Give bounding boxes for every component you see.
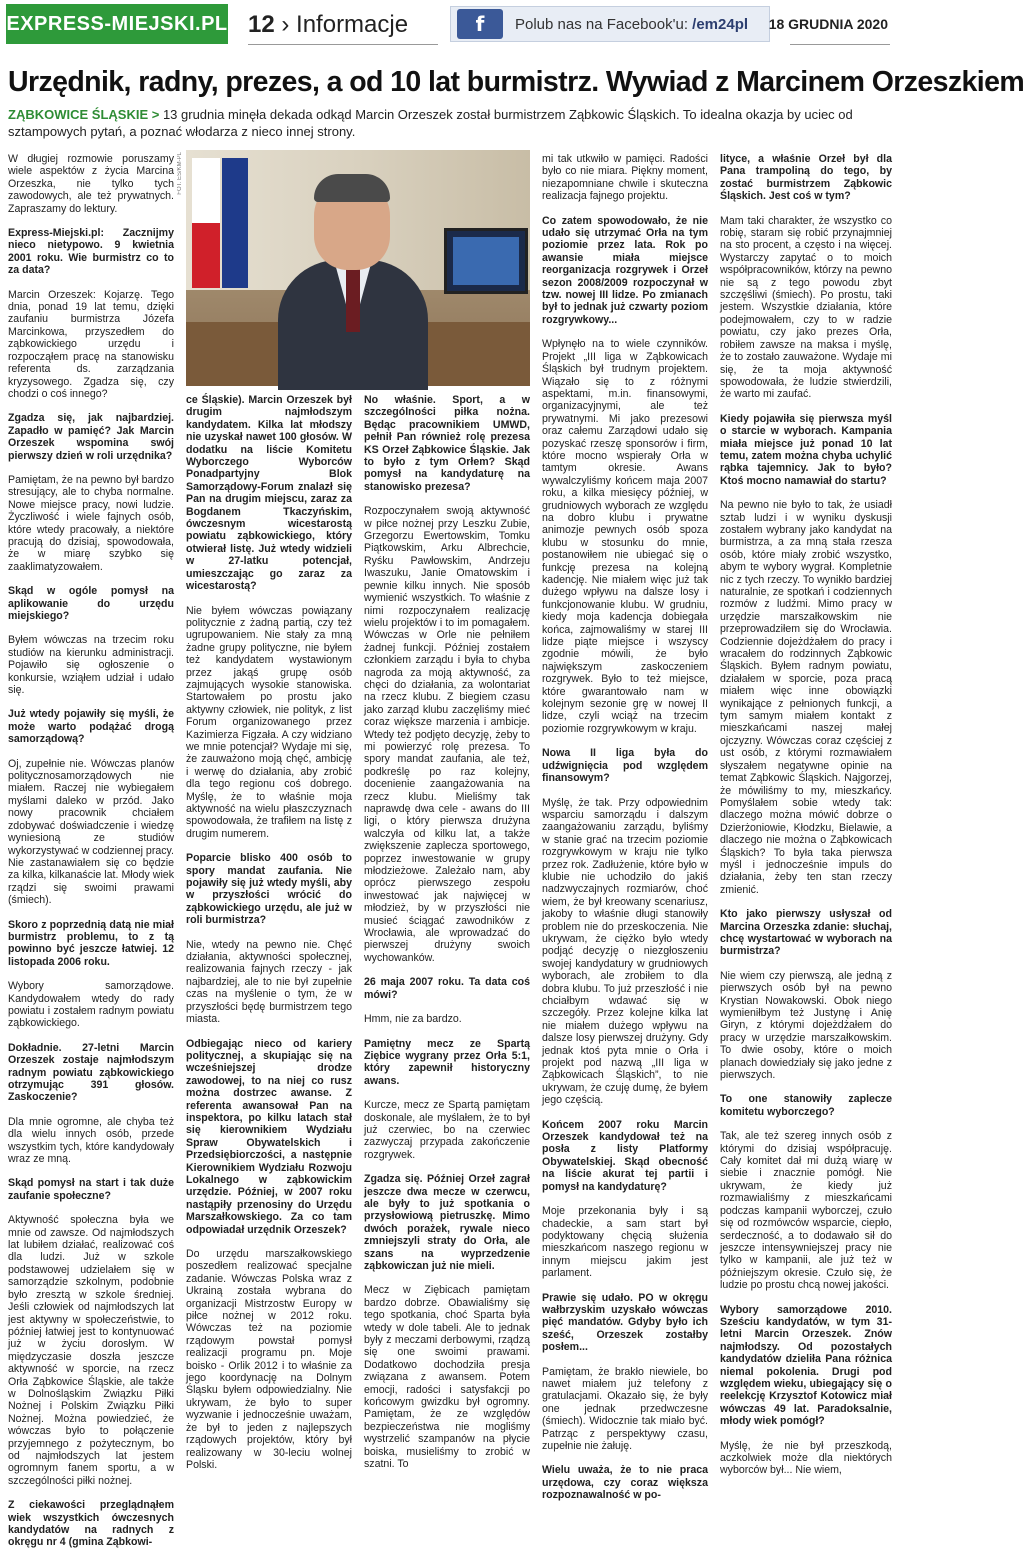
article-headline: Urzędnik, radny, prezes, a od 10 lat burmistrz. Wywiad z Marcinem Orzeszkiem: [8, 66, 1024, 98]
article-column-5: [720, 153, 892, 1489]
interview-paragraph: Mecz w Ziębicach pamiętam bardzo dobrze. Obawialiśmy się tego spotkania, choć Sparta była wtedy w dole tabeli. Ale to jednak były z meczami derbowymi, rządzą się one swoimi prawami. Dodatkowo dochodziła presja związana z awansem. Potem emocji, radości i satysfakcji po końcowym gwizdku był ogromny. Pamiętam, że ze względów bezpieczeństwa nie mogliśmy wystrzelić szampanów na płycie boiska, musieliśmy to zrobić w szatni. To: [364, 1284, 530, 1471]
interview-question: Skoro z poprzednią datą nie miał burmistrz problemu, to z tą powinno być jeszcze łatwiej. 12 listopada 2006 roku.: [8, 918, 174, 968]
article-column-2: [186, 394, 352, 1483]
interview-question: No właśnie. Sport, a w szczególności piłka nożna. Będąc pracownikiem UMWD, pełnił Pan również rolę prezesa KS Orzeł Ząbkowice Śląskie. Jak to było z tym Orłem? Skąd pomysł na kandydaturę na stanowisko prezesa?: [364, 394, 530, 493]
interview-question: Dokładnie. 27-letni Marcin Orzeszek zostaje najmłodszym radnym powiatu ząbkowickiego otrzymując 391 głosów. Zaskoczenie?: [8, 1041, 174, 1104]
interview-paragraph: Nie byłem wówczas powiązany politycznie z żadną partią, czy też ugrupowaniem. Nie stały za mną żadne grupy polityczne, nie byłem też kandydatem wystawionym przez jakąś grupę osób zajmujących wysokie stanowiska. Startowałem po prostu jako aktywny człowiek, nie polityk, z list Forum organizowanego przez Kazimierza Figzała. A czy widziano we mnie potencjał? Wydaje mi się, że zauważono moją chęć, ambicję i werwę do działania, aby zrobić dla tego regionu coś dobrego. Myślę, że to właśnie moja aktywność na wielu płaszczyznach spowodowała, że trafiłem na listę z drugim numerem.: [186, 604, 352, 840]
article-lead: [8, 106, 893, 140]
interview-paragraph: Oj, zupełnie nie. Wówczas planów politycznosamorządowych nie miałem. Raczej nie wybiegałem myślami daleko w przód. Jako nowy pracownik chciałem zdobywać doświadczenie i wiedzę wyniesioną ze studiów wykorzystywać w codziennej pracy. Nie zastanawiałem się co będzie za kilka, kilkanaście lat. Młody wiek rządzi się swoimi prawami (śmiech).: [8, 757, 174, 907]
section-name: › Informacje: [281, 11, 409, 38]
interview-question: Już wtedy pojawiły się myśli, że może warto podążać drogą samorządową?: [8, 708, 174, 746]
interview-question: Poparcie blisko 400 osób to spory mandat zaufania. Nie pojawiły się już wtedy myśli, aby w przyszłości wrócić do ząbkowickiego urzędu, ale już w roli burmistrza?: [186, 852, 352, 927]
interview-paragraph: Pamiętam, że brakło niewiele, bo nawet miałem już telefony z gratulacjami. Okazało się, że były one jednak przedwczesne (śmiech). Widocznie tak miało być. Patrząc z perspektywy czasu, zupełnie nie żałuję.: [542, 1365, 708, 1452]
interview-question: Kiedy pojawiła się pierwsza myśl o starcie w wyborach. Kampania miała miejsce już ponad 10 lat temu, zatem można chyba uchylić rąbka tajemnicy. Jak to było? Ktoś mocno namawiał do startu?: [720, 412, 892, 487]
interview-question: Skąd pomysł na start i tak duże zaufanie społeczne?: [8, 1177, 174, 1202]
interview-question: To one stanowiły zaplecze komitetu wyborczego?: [720, 1093, 892, 1118]
interview-question: Express-Miejski.pl: Zacznijmy nieco nietypowo. 9 kwietnia 2001 roku. Wie burmistrz co to za data?: [8, 227, 174, 277]
photo-monitor: [444, 228, 528, 294]
interview-paragraph: Myślę, że nie był przeszkodą, aczkolwiek może dla niektórych wyborców był... Nie wiem,: [720, 1439, 892, 1477]
section-label: [248, 8, 408, 42]
issue-date: 18 GRUDNIA 2020: [768, 16, 888, 32]
header-divider-right: [790, 44, 890, 45]
interview-question: Pamiętny mecz ze Spartą Ziębice wygrany przez Orła 5:1, który zapewnił historyczny awans.: [364, 1037, 530, 1087]
interview-paragraph: Do urzędu marszałkowskiego poszedłem realizować specjalne zadanie. Wówczas Polska wraz z Ukrainą została wybrana do organizacji Mistrzostw Europy w piłce nożnej w 2012 roku. Wówczas też na poziomie rządowym powstał pomysł realizacji programu pn. Moje boisko - Orlik 2012 i to właśnie za jego koordynację na Dolnym Śląsku byłem odpowiedzialny. Nie ukrywam, że było to super wyzwanie i jednocześnie uważam, że był to jeden z najlepszych rządowych projektów, który był realizowany w 30-leciu wolnej Polski.: [186, 1248, 352, 1471]
interview-question: Nowa II liga była do udźwignięcia pod względem finansowym?: [542, 747, 708, 785]
interview-question: Z ciekawości przeglądnąłem wiek wszystkich ówczesnych kandydatów na radnych z okręgu nr 4 (gmina Ząbkowi-: [8, 1499, 174, 1549]
facebook-banner[interactable]: [450, 6, 770, 42]
interview-question: Skąd w ogóle pomysł na aplikowanie do urzędu miejskiego?: [8, 585, 174, 622]
interview-paragraph: Byłem wówczas na trzecim roku studiów na kierunku administracji. Pojawiło się ogłoszenie o konkursie, wziąłem udział i udało się.: [8, 634, 174, 697]
photo-flag-poland: [192, 158, 220, 288]
interview-question: Zgadza się. Później Orzeł zagrał jeszcze dwa mecze w czerwcu, ale były to już spotkania o przysłowiową pietruszkę. Mimo dwóch porażek, rywale nieco zmniejszyli straty do Orła, ale szans na wyprzedzenie ząbkowiczan już nie mieli.: [364, 1173, 530, 1272]
interview-question: lityce, a właśnie Orzeł był dla Pana trampoliną do tego, by zostać burmistrzem Ząbkowic Śląskich. Jest coś w tym?: [720, 153, 892, 203]
article-photo: [186, 150, 530, 386]
interview-paragraph: Nie wiem czy pierwszą, ale jedną z pierwszych osób był na pewno Krystian Nowakowski. Obok niego wymieniłbym też Justynę i Anię Giryn, z którymi dojeżdżałem do pracy w urzędzie marszałkowskim. To dwie osoby, które o moich planach dowiedziały się jako jedne z pierwszych.: [720, 969, 892, 1082]
article-column-3: [364, 394, 530, 1483]
interview-paragraph: Wybory samorządowe. Kandydowałem wtedy do rady powiatu i zostałem radnym powiatu ząbkowickiego.: [8, 980, 174, 1030]
interview-question: ce Śląskie). Marcin Orzeszek był drugim najmłodszym kandydatem. Kilka lat młodszy nie uzyskał nawet 100 głosów. W dodatku na liście Komitetu Wyborczego Wyborców Ponadpartyjny Blok Samorządowy-Forum znalazł się Pan na drugim miejscu, zaraz za Bogdanem Tkaczyńskim, ówczesnym wicestarostą powiatu ząbkowickiego, który otwierał listę. Już wtedy widzieli w 27-latku potencjał, umieszczając go zaraz za wicestarostą?: [186, 394, 352, 593]
facebook-handle[interactable]: /em24pl: [692, 15, 749, 33]
interview-question: Co zatem spowodowało, że nie udało się utrzymać Orła na tym poziomie przez lata. Rok po awansie miała miejsce reorganizacja rozgrywek i Orzeł sezon 2008/2009 rozpoczynał w tzw. nowej III lidze. Po zmianach był to jednak już czwarty poziom rozgrywkowy...: [542, 214, 708, 326]
interview-paragraph: Pamiętam, że na pewno był bardzo stresujący, ale to chyba normalne. Nowe miejsce pracy, nowi ludzie. Życzliwość i wiele fajnych osób, które wtedy pracowały, a niektóre pracują do dzisiaj, spowodowała, że w miarę szybko się zaaklimatyzowałem.: [8, 473, 174, 573]
article-column-1: [8, 153, 174, 1561]
header-divider: [248, 44, 438, 45]
article-column-4: [542, 153, 708, 1514]
page-header: [0, 0, 900, 56]
interview-paragraph: Wpłynęło na to wiele czynników. Projekt „III liga w Ząbkowicach Śląskich był trudnym projektem. Wiązało się to z różnymi aspektami, m.in. finansowymi, organizacyjnymi, ale też prywatnymi. Mi jako prezesowi oraz całemu Zarządowi udało się pozyskać rzeszę sponsorów i firm, które mocno wspierały Orła w tamtym okresie. Awans wywalczyliśmy końcem maja 2007 roku, a kilka miesięcy później, w grudniowych wyborach ze względu na dobro klubu i prywatne animozje pewnych osób spoza klubu w stosunku do mnie, postanowiłem nie ubiegać się o funkcję prezesa na kolejną kadencję. Nie miałem więc już tak dużego wpływu na dalsze losy i funkcjonowanie klubu. W grudniu, kiedy moja kadencja dobiegała końca, zajmowaliśmy w starej III lidze piąte miejsce i wszyscy zgodnie mówili, że było największym zaskoczeniem rozgrywek. Było to też miejsce, które gwarantowało nam w kolejnym sezonie grę w nowej II lidze, czyli wciąż na trzecim poziomie rozgrywkowym w kraju.: [542, 338, 708, 735]
facebook-like-icon: f: [457, 9, 503, 39]
interview-paragraph: mi tak utkwiło w pamięci. Radości było co nie miara. Piękny moment, niezapomniane chwile i skuteczna realizacja fajnego projektu.: [542, 153, 708, 203]
interview-question: 26 maja 2007 roku. Ta data coś mówi?: [364, 976, 530, 1001]
interview-paragraph: Hmm, nie za bardzo.: [364, 1013, 462, 1026]
photo-person-tie: [346, 268, 360, 332]
interview-paragraph: Aktywność społeczna była we mnie od zawsze. Od najmłodszych lat lubiłem działać, realizować coś dla ludzi. Już w szkole podstawowej udzielałem się w samorządzie szkolnym, podobnie było zresztą w szkole średniej. Jeśli człowiek od najmłodszych lat jest aktywny w społeczeństwie, to później łatwiej jest to kontynuować już w życiu dorosłym. W międzyczasie doszła jeszcze aktywność w sporcie, na rzecz Orła Ząbkowice Śląskie, ale także w Dolnośląskim Związku Piłki Nożnej i Polskim Związku Piłki Nożnej. Można powiedzieć, że wówczas było to połączenie przyjemnego z pożytecznym, bo od najmłodszych lat jestem ogromnym fanem sportu, a w szczególności piłki nożnej.: [8, 1214, 174, 1487]
interview-question: Odbiegając nieco od kariery politycznej, a skupiając się na wcześniejszej drodze zawodowej, to na niej co rusz można dostrzec awanse. Z referenta awansował Pan na inspektora, po kilku latach stał się kierownikiem Wydziału Spraw Obywatelskich i Przedsiębiorczości, a następnie Kierownikiem Wydziału Rozwoju Lokalnego w ząbkowickim urzędzie. Później, w 2007 roku nastąpiły przenosiny do Urzędu Marszałkowskiego. Za co tam odpowiadał urzędnik Orzeszek?: [186, 1037, 352, 1236]
photo-flag-eu: [222, 158, 248, 288]
interview-paragraph: Mam taki charakter, że wszystko co robię, staram się robić przynajmniej na sto procent, a często i na więcej. Wystarczy zapytać o to moich współpracowników, którzy na pewno nie są z tego powodu zbyt szczęśliwi (śmiech). Po prostu, taki jestem. Wszystkie działania, które podejmowałem, czy to w radzie powiatu, czy jako prezes Orła, robiłem zawsze na maksa i myślę, że to zostało zauważone. Wydaje mi się, że ta moja aktywność spowodowała, że ludzie stwierdzili, że warto mi zaufać.: [720, 214, 892, 401]
lead-text: 13 grudnia minęła dekada odkąd Marcin Orzeszek został burmistrzem Ząbkowic Śląskich. To idealna okazja by uciec od sztampowych pytań, a poznać włodarza z nieco innej strony.: [8, 107, 853, 139]
interview-question: Końcem 2007 roku Marcin Orzeszek kandydował też na posła z listy Platformy Obywatelskiej. Skąd obecność na liście akurat tej partii i pomysł na kandydaturę?: [542, 1118, 708, 1193]
photo-person-hair: [314, 174, 390, 202]
interview-paragraph: Kurcze, mecz ze Spartą pamiętam doskonale, ale myślałem, że to był już czerwiec, bo na czerwiec zazwyczaj przypada zakończenie rozgrywek.: [364, 1099, 530, 1161]
interview-paragraph: Na pewno nie było to tak, że usiadł sztab ludzi i w wyniku dyskusji zostałem wybrany jako kandydat na burmistrza, a za mną stała rzesza osób, które miały zrobić wszystko, abym te wybory wygrał. Kompletnie nic z tych rzeczy. To wynikło bardziej naturalnie, ze spotkań i codziennych rozmów z ludźmi. Mimo pracy w urzędzie marszałkowskim nie przeprowadziłem się do Wrocławia. Codziennie dojeżdżałem do pracy i wracałem do rodzinnych Ząbkowic Śląskich. Byłem radnym powiatu, działałem w sporcie, poza pracą miałem więc inne obowiązki wynikające z pełnionych funkcji, a tym samym miałem kontakt z mieszkańcami naszej małej ojczyzny. Wówczas coraz częściej z ust osób, z którymi rozmawiałem słyszałem negatywne opinie na temat Ząbkowic Śląskich. Najgorzej, że mówiliśmy to my, mieszkańcy. Pomyślałem sobie wtedy tak: dlaczego można mówić dobrze o Dzierżoniowie, Kłodzku, Bielawie, a dlaczego nie można o Ząbkowicach Śląskich? To była taka pierwsza myśl i jednocześnie impuls do działania, żeby ten stan rzeczy zmienić.: [720, 499, 892, 896]
interview-question: Zgadza się, jak najbardziej. Zapadło w pamięć? Jak Marcin Orzeszek wspomina swój pierwszy dzień w roli urzędnika?: [8, 412, 174, 462]
facebook-text: [515, 16, 748, 33]
site-logo[interactable]: EXPRESS-MIEJSKI.PL: [6, 4, 228, 44]
facebook-prompt: Polub nas na Facebook'u:: [515, 15, 693, 33]
page-number: 12: [248, 11, 275, 38]
interview-paragraph: Dla mnie ogromne, ale chyba też dla wielu innych osób, przede wszystkim tych, które kandydowały wraz ze mną.: [8, 1115, 174, 1166]
interview-paragraph: Moje przekonania były i są chadeckie, a sam start był podyktowany chęcią służenia mieszkańcom naszego regionu w innym miejscu jakim jest parlament.: [542, 1205, 708, 1280]
lead-location: ZĄBKOWICE ŚLĄSKIE >: [8, 107, 160, 122]
interview-paragraph: Nie, wtedy na pewno nie. Chęć działania, aktywności społecznej, realizowania fajnych rzeczy - jak najbardziej, ale to nie był zupełnie czas na myślenie o tym, że w przyszłości będę burmistrzem tego miasta.: [186, 938, 352, 1026]
interview-paragraph: W długiej rozmowie poruszamy wiele aspektów z życia Marcina Orzeszka, nie tylko tych zawodowych, ale też prywatnych. Zapraszamy do lektury.: [8, 153, 174, 215]
interview-paragraph: Marcin Orzeszek: Kojarzę. Tego dnia, ponad 19 lat temu, dzięki zaufaniu burmistrza Józefa Marcinkowa, przyszedłem do ząbkowickiego urzędu i rozpocząłem pracę na stanowisku referenta ds. zarządzania kryzysowego. Zgadza się, czy chodzi o coś innego?: [8, 288, 174, 400]
photo-credit: FOT. ES/KM-PL: [177, 152, 183, 195]
interview-paragraph: Tak, ale też szereg innych osób z którymi do dzisiaj współpracuję. Cały komitet dał mi dużą wiarę w siebie i znacznie pomógł. Nie ukrywam, że kiedy już rozmawialiśmy z mieszkańcami podczas kampanii wyborczej, czuło się od rozmówców wsparcie, ciepło, serdeczność, a to dodawało sił do jeszcze intensywniejszej pracy nie tylko w kampanii, ale już też w późniejszym okresie. Czuło się, że ludzie po prostu chcą nowej jakości.: [720, 1130, 892, 1292]
interview-question: Wybory samorządowe 2010. Sześciu kandydatów, w tym 31-letni Marcin Orzeszek. Znów najmłodszy. Od pozostałych kandydatów dzieliła Pana różnica niemal pokolenia. Drugi pod względem wieku, ubiegający się o reelekcję Krzysztof Kotowicz miał wówczas 49 lat. Paradoksalnie, młody wiek pomógł?: [720, 1303, 892, 1428]
interview-paragraph: Myślę, że tak. Przy odpowiednim wsparciu samorządu i dalszym zaangażowaniu zarządu, byliśmy w stanie grać na trzecim poziomie rozgrywkowym w kraju nie tylko przez rok. Zadłużenie, które było w klubie nie uchodziło do jakiś nadzwyczajnych rozmiarów, choć wiem, że był kreowany scenariusz, jakoby to właśnie długi stanowiły problem nie do przeskoczenia. Nie ukrywam, że ciężko było wtedy podjąć decyzję o niezgłoszeniu swojej kandydatury w grudniowych wyborach, ale zrobiłem to dla dobra klubu. To już przeszłość i nie chciałbym wdawać się w szczegóły. Przez kolejne kilka lat nie miałem dużego wpływu na dalsze losy pierwszej drużyny. Gdy jednak ktoś pyta mnie o Orła i projekt pod nazwą „III liga w Ząbkowicach Śląskich”, to nie ukrywam, że czuję dumę, że byłem jego częścią.: [542, 796, 708, 1107]
interview-question: Wielu uważa, że to nie praca urzędowa, czy coraz większa rozpoznawalność w po-: [542, 1464, 708, 1502]
interview-question: Prawie się udało. PO w okręgu wałbrzyskim uzyskało wówczas pięć mandatów. Gdyby było ich sześć, Orzeszek zostałby posłem...: [542, 1291, 708, 1354]
interview-question: Kto jako pierwszy usłyszał od Marcina Orzeszka zdanie: słuchaj, chcę wystartować w wyborach na burmistrza?: [720, 908, 892, 958]
interview-paragraph: Rozpoczynałem swoją aktywność w piłce nożnej przy Leszku Zubie, Grzegorzu Ewertowskim, Tomku Piątkowskim, Arku Albrechcie, Ryśku Pawłowskim, Andrzeju Iwaszuku, Janie Omatowskim i pewnie kilku innych. Nie sposób wymienić wszystkich. To właśnie z nimi rozpoczynałem realizację wielu projektów i to im pomagałem. Wówczas w Orle nie pełniłem żadnej funkcji. Później zostałem członkiem zarządu i była to chyba nagroda za moją aktywność, za chęci do działania, za wolontariat na rzecz klubu. Z biegiem czasu jako zarząd klubu zaczęliśmy mieć coraz większe marzenia i ambicje. Wtedy też podjęto decyzję, żeby to mi powierzyć rolę prezesa. To spory mandat zaufania, ale też, podkreślę po raz kolejny, docenienie zaangażowania na rzecz klubu. Mieliśmy tak naprawdę dwa cele - awans do III ligi, o który pierwsza drużyna walczyła od kilku lat, a także zwiększenie zaplecza sportowego, poprzez inwestowanie w grupy młodzieżowe. Zależało nam, aby oprócz pierwszego zespołu inwestować jak najwięcej w młodzież, by w przyszłości nie musieć ściągać zawodników z Wrocławia, ale wprowadzać do pierwszej drużyny swoich wychowanków.: [364, 505, 530, 964]
